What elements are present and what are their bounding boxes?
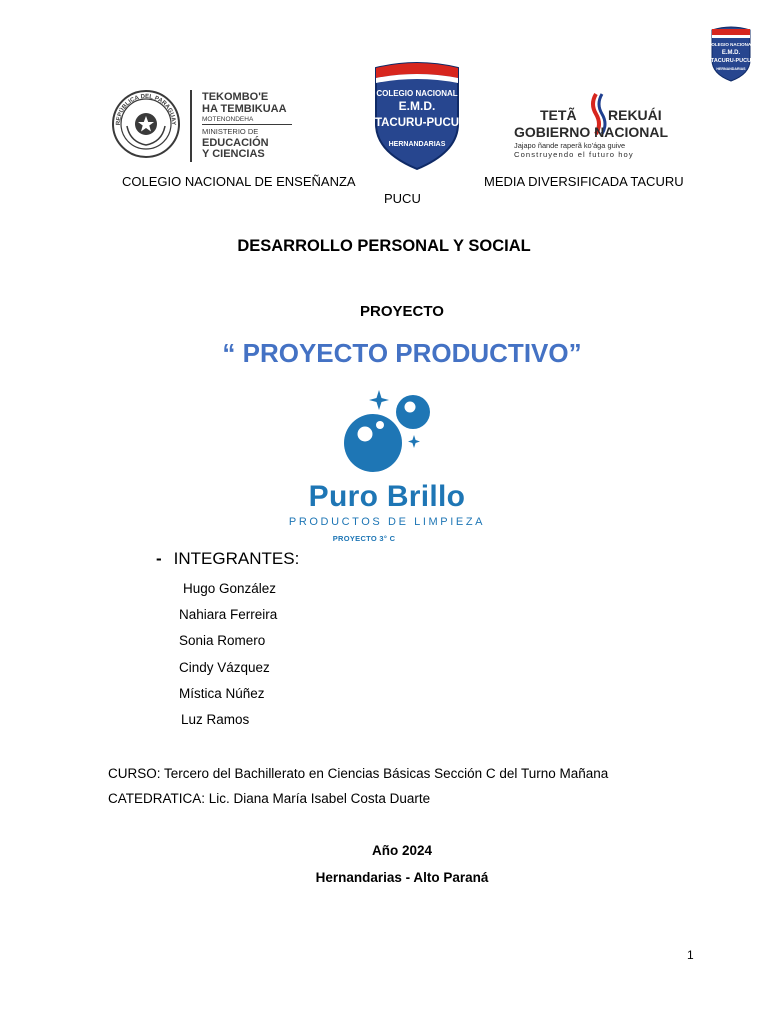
svg-text:HERNANDARIAS: HERNANDARIAS <box>388 141 446 148</box>
svg-text:MINISTERIO DE: MINISTERIO DE <box>202 127 259 136</box>
svg-text:MOTENONDEHA: MOTENONDEHA <box>202 116 254 123</box>
svg-text:Y CIENCIAS: Y CIENCIAS <box>202 148 265 160</box>
government-logo <box>510 88 686 160</box>
member-name: Hugo González <box>183 581 277 596</box>
member-name: Sonia Romero <box>179 633 266 648</box>
member-name: Cindy Vázquez <box>179 660 270 675</box>
svg-text:TACURU-PUCU: TACURU-PUCU <box>710 58 752 64</box>
subject-heading: DESARROLLO PERSONAL Y SOCIAL <box>237 237 531 255</box>
school-name-left: COLEGIO NACIONAL DE ENSEÑANZA <box>122 174 356 189</box>
school-name-continuation: PUCU <box>384 191 421 206</box>
ministry-education-logo <box>110 88 300 164</box>
year-line: Año 2024 <box>371 843 433 858</box>
svg-text:COLEGIO NACIONAL: COLEGIO NACIONAL <box>376 89 458 98</box>
svg-text:TACURU-PUCU: TACURU-PUCU <box>374 117 460 129</box>
svg-text:EDUCACIÓN: EDUCACIÓN <box>202 137 269 149</box>
school-name-right: MEDIA DIVERSIFICADA TACURU <box>484 174 684 189</box>
svg-text:TETÃ: TETÃ <box>540 107 577 123</box>
teacher-line: CATEDRATICA: Lic. Diana María Isabel Costa Duarte <box>108 791 431 806</box>
svg-text:GOBIERNO NACIONAL: GOBIERNO NACIONAL <box>514 124 668 140</box>
project-label: PROYECTO <box>360 303 444 320</box>
member-name: Nahiara Ferreira <box>179 607 278 622</box>
school-crest-logo <box>372 58 462 170</box>
corner-school-badge <box>708 24 754 82</box>
svg-text:TEKOMBO'E: TEKOMBO'E <box>202 91 269 103</box>
course-line: CURSO: Tercero del Bachillerato en Ciencias Básicas Sección C del Turno Mañana <box>108 766 609 781</box>
svg-text:HERNANDARIAS: HERNANDARIAS <box>716 67 746 71</box>
brand-subtitle: PROYECTO 3° C <box>332 534 396 543</box>
svg-text:HA TEMBIKUAA: HA TEMBIKUAA <box>202 103 287 115</box>
brand-tagline: PRODUCTOS DE LIMPIEZA <box>288 516 486 528</box>
member-name: Luz Ramos <box>181 712 250 727</box>
member-name: Mística Núñez <box>179 686 265 701</box>
members-heading <box>156 549 299 569</box>
svg-text:Jajapo ñande raperã ko'ága gui: Jajapo ñande raperã ko'ága guive <box>514 141 626 150</box>
location-line: Hernandarias - Alto Paraná <box>315 870 489 885</box>
page-number: 1 <box>687 948 694 962</box>
brand-bubbles-icon <box>336 388 436 478</box>
bullet-dash: - <box>156 549 162 568</box>
svg-text:COLEGIO NACIONAL: COLEGIO NACIONAL <box>708 42 754 47</box>
members-heading-label: INTEGRANTES: <box>173 549 300 568</box>
brand-name: Puro Brillo <box>308 480 466 513</box>
svg-text:E.M.D.: E.M.D. <box>721 50 741 56</box>
svg-text:E.M.D.: E.M.D. <box>398 99 436 113</box>
svg-text:REPÚBLICA DEL PARAGUAY: REPÚBLICA DEL PARAGUAY <box>115 93 177 126</box>
svg-text:REKUÁI: REKUÁI <box>608 107 662 123</box>
project-title: “ PROYECTO PRODUCTIVO” <box>222 338 582 368</box>
svg-text:Construyendo el futuro hoy: Construyendo el futuro hoy <box>514 150 634 159</box>
